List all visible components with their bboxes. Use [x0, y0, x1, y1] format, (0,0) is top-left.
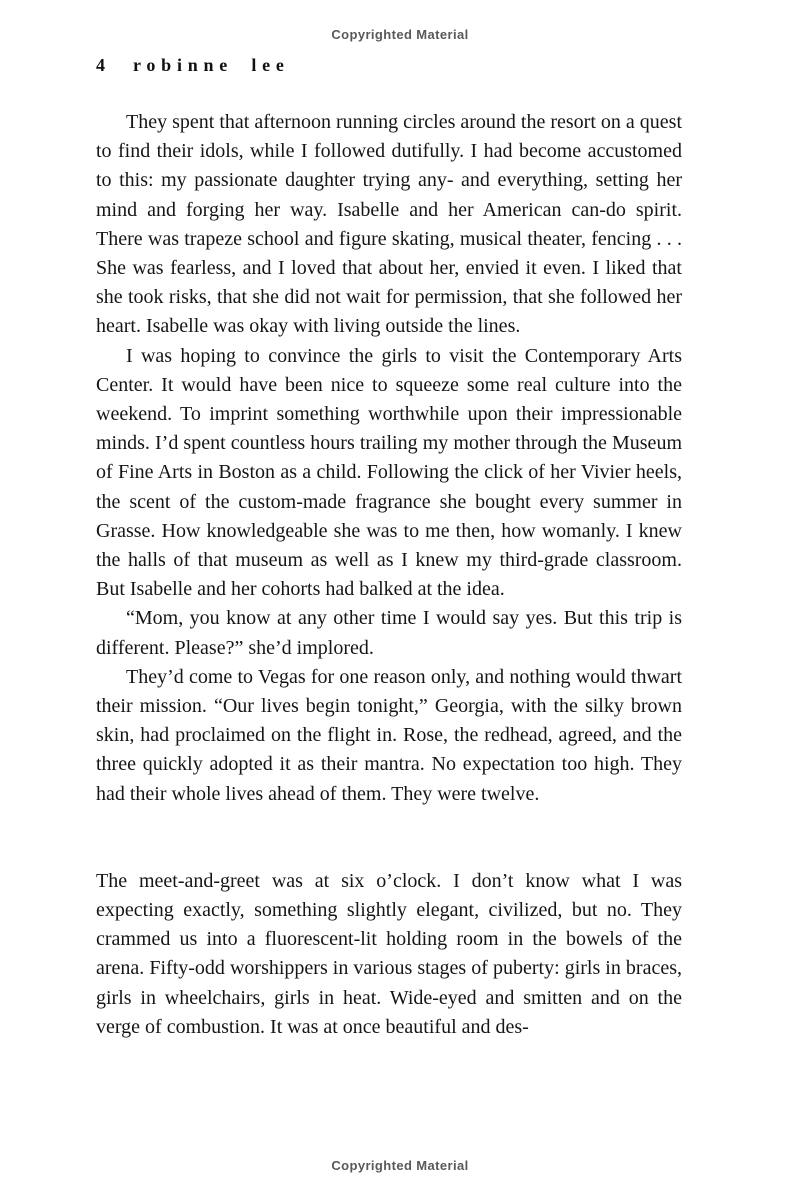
paragraph: They spent that afternoon running circles around the resort on a quest to find their idols, while I followed dutifully. I had become accustomed to this: my passionate daughter trying any- and everything, setting her mind and forging her way. Isabelle and her American can-do spirit. There was trapeze school and figure skating, musical theater, fencing . . . She was fearless, and I loved that about her, envied it even. I liked that she took risks, that she did not wait for permission, that she followed her heart. Isabelle was okay with living outside the lines. — [96, 111, 682, 338]
body-text — [96, 108, 682, 1042]
paragraph: I was hoping to convince the girls to visit the Contemporary Arts Center. It would have been nice to squeeze some real culture into the weekend. To imprint something worthwhile upon their impressionable minds. I’d spent countless hours trailing my mother through the Museum of Fine Arts in Boston as a child. Following the click of her Vivier heels, the scent of the custom-made fragrance she bought every summer in Grasse. How knowledgeable she was to me then, how womanly. I knew the halls of that museum as well as I knew my third-grade classroom. But Isabelle and her cohorts had balked at the idea. — [96, 344, 682, 601]
author-name: robinne lee — [133, 55, 290, 75]
paragraph: “Mom, you know at any other time I would say yes. But this trip is different. Please?” she’d implored. — [96, 607, 682, 659]
copyright-watermark-top: Copyrighted Material — [331, 27, 469, 42]
copyright-watermark-bottom: Copyrighted Material — [331, 1158, 469, 1173]
page-header — [96, 55, 682, 76]
paragraph: They’d come to Vegas for one reason only, and nothing would thwart their mission. “Our lives begin tonight,” Georgia, with the silky brown skin, had proclaimed on the flight in. Rose, the redhead, agreed, and the three quickly adopted it as their mantra. No expectation too high. They had their whole lives ahead of them. They were twelve. — [96, 665, 682, 805]
page-number: 4 — [96, 55, 105, 75]
paragraph-section-start: The meet-and-greet was at six o’clock. I don’t know what I was expecting exactly, something slightly elegant, civilized, but no. They crammed us into a fluorescent-lit holding room in the bowels of the arena. Fifty-odd worshippers in various stages of puberty: girls in braces, girls in wheelchairs, girls in heat. Wide-eyed and smitten and on the verge of combustion. It was at once beautiful and des- — [96, 869, 682, 1038]
